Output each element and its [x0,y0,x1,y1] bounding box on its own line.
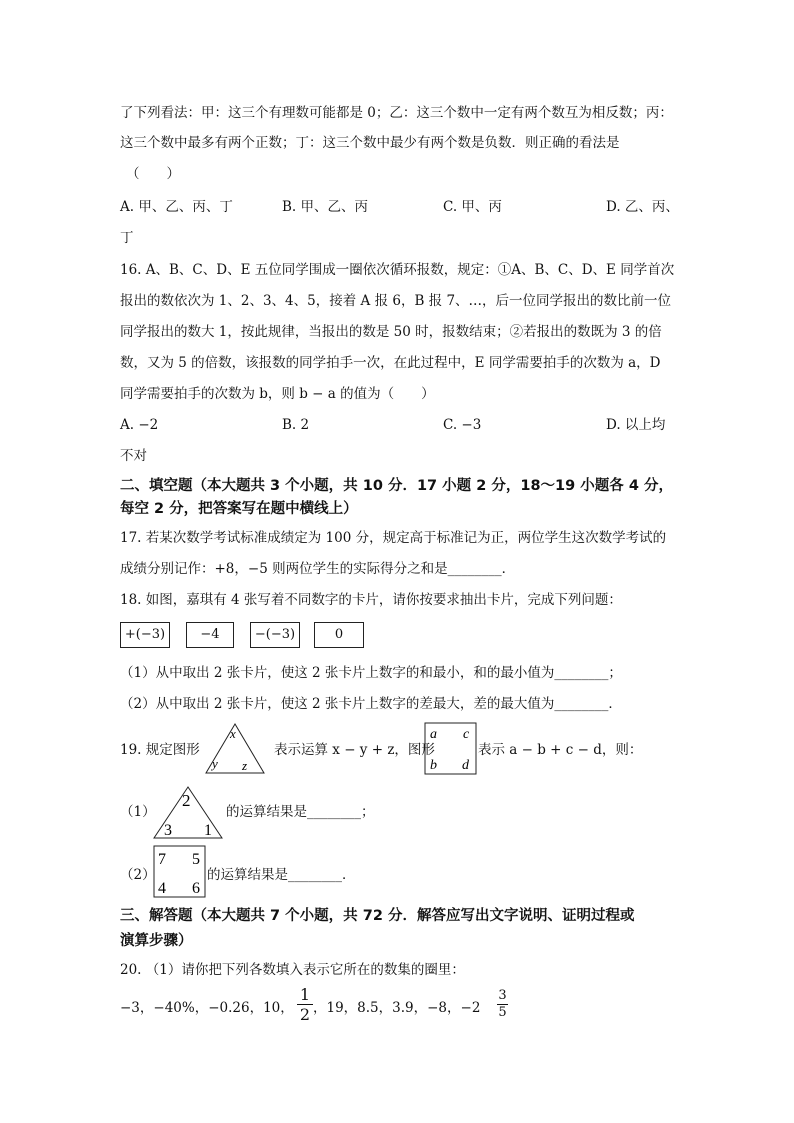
square-value-bottom-left: 4 [158,880,166,897]
q16-option-a: A. −2 [120,417,159,433]
triangle-value-left: 3 [164,822,172,839]
q19-suffix: 表示 a − b + c − d，则： [478,742,643,758]
triangle-label-top: x [230,726,236,741]
q16-line-5: 同学需要拍手的次数为 b，则 b − a 的值为（ ） [120,386,435,402]
q16-line-1: 16. A、B、C、D、E 五位同学围成一圈依次循环报数，规定：①A、B、C、D、E 同学首次 [120,262,675,278]
triangle-value-top: 2 [182,791,191,810]
section-3-heading-line-2: 演算步骤） [120,933,193,949]
square-value-top-left: 7 [158,851,166,868]
mixed-numerator: 3 [498,988,507,1003]
q18-card-3: −(−3) [250,622,300,648]
square-label-b: b [430,758,437,773]
square-label-a: a [430,727,437,742]
q17-line-2: 成绩分别记作：+8，−5 则两位学生的实际得分之和是________． [120,561,516,577]
q15-option-d-continued: 丁 [120,230,134,246]
q19-sub-2-square [153,845,207,899]
q18-card-1: +(−3) [120,622,170,648]
q16-line-4: 数，又为 5 的倍数，该报数的同学拍手一次，在此过程中，E 同学需要拍手的次数为 a，D [120,355,661,371]
q16-option-d-continued: 不对 [120,448,147,464]
q17-line-1: 17. 若某次数学考试标准成绩定为 100 分，规定高于标准记为正，两位学生这次数学考试的 [120,530,667,546]
q16-line-3: 同学报出的数大 1，按此规律，当报出的数是 50 时，报数结束；②若报出的数既为 3 的倍 [120,324,662,340]
q15-option-d: D. 乙、丙、 [606,199,679,215]
triangle-label-left: y [212,756,218,771]
q18-card-2: −4 [186,622,234,648]
q15-option-a: A. 甲、乙、丙、丁 [120,199,233,215]
q19-sub-1-number: （1） [120,804,156,820]
q19-square-figure [424,722,478,776]
fraction-numerator: 1 [299,985,311,1004]
q15-option-b: B. 甲、乙、丙 [282,199,369,215]
q20-numbers-part-2: ，19，8.5，3.9，−8，−2 [313,1000,481,1016]
q19-prefix: 19. 规定图形 [120,742,200,758]
fraction-denominator: 2 [297,1004,313,1024]
q18-card-4: 0 [314,622,364,648]
q16-line-2: 报出的数依次为 1、2、3、4、5，接着 A 报 6，B 报 7、…，后一位同学报出的数比前一位 [120,293,672,309]
q18-line-1: 18. 如图，嘉琪有 4 张写着不同数字的卡片，请你按要求抽出卡片，完成下列问题： [120,592,622,608]
q19-triangle-figure [204,722,266,776]
q19-sub-2-text: 的运算结果是________． [207,867,356,883]
q20-line-1: 20. （1）请你把下列各数填入表示它所在的数集的圈里： [120,962,465,978]
triangle-value-right: 1 [204,822,212,839]
q16-option-c: C. −3 [443,417,482,433]
q15-line-1: 了下列看法：甲：这三个有理数可能都是 0；乙：这三个数中一定有两个数互为相反数；丙： [120,105,673,121]
square-label-d: d [462,758,469,773]
square-value-top-right: 5 [192,851,200,868]
section-3-heading-line-1: 三、解答题（本大题共 7 个小题，共 72 分．解答应写出文字说明、证明过程或 [120,908,635,924]
q15-line-2: 这三个数中最多有两个正数；丁：这三个数中最少有两个数是负数．则正确的看法是 [120,135,620,151]
mixed-denominator: 5 [498,1005,507,1020]
q15-option-c: C. 甲、丙 [443,199,502,215]
q20-mixed-fraction [497,988,508,1021]
square-value-bottom-right: 6 [192,880,200,897]
q19-sub-2-number: （2） [120,867,156,883]
q19-mid-text: 表示运算 x − y + z，图形 [274,742,435,758]
q16-option-d: D. 以上均 [606,417,666,433]
section-2-heading-line-1: 二、填空题（本大题共 3 个小题，共 10 分．17 小题 2 分，18～19 小题各 4 分， [120,478,673,494]
section-2-heading-line-2: 每空 2 分，把答案写在题中横线上） [120,501,358,517]
triangle-label-right: z [242,758,248,773]
q20-numbers-part-1: −3，−40%，−0.26，10， [120,1000,294,1016]
q20-fraction-half [297,985,313,1024]
q19-sub-1-text: 的运算结果是________； [226,804,375,820]
q18-sub-question-2: （2）从中取出 2 张卡片，使这 2 张卡片上数字的差最大，差的最大值为________． [120,696,622,712]
square-label-c: c [463,727,470,742]
q15-answer-blank: （ ） [126,166,180,182]
q16-option-b: B. 2 [282,417,310,433]
q19-sub-1-triangle [152,785,224,841]
q18-sub-question-1: （1）从中取出 2 张卡片，使这 2 张卡片上数字的和最小，和的最小值为________； [120,665,622,681]
